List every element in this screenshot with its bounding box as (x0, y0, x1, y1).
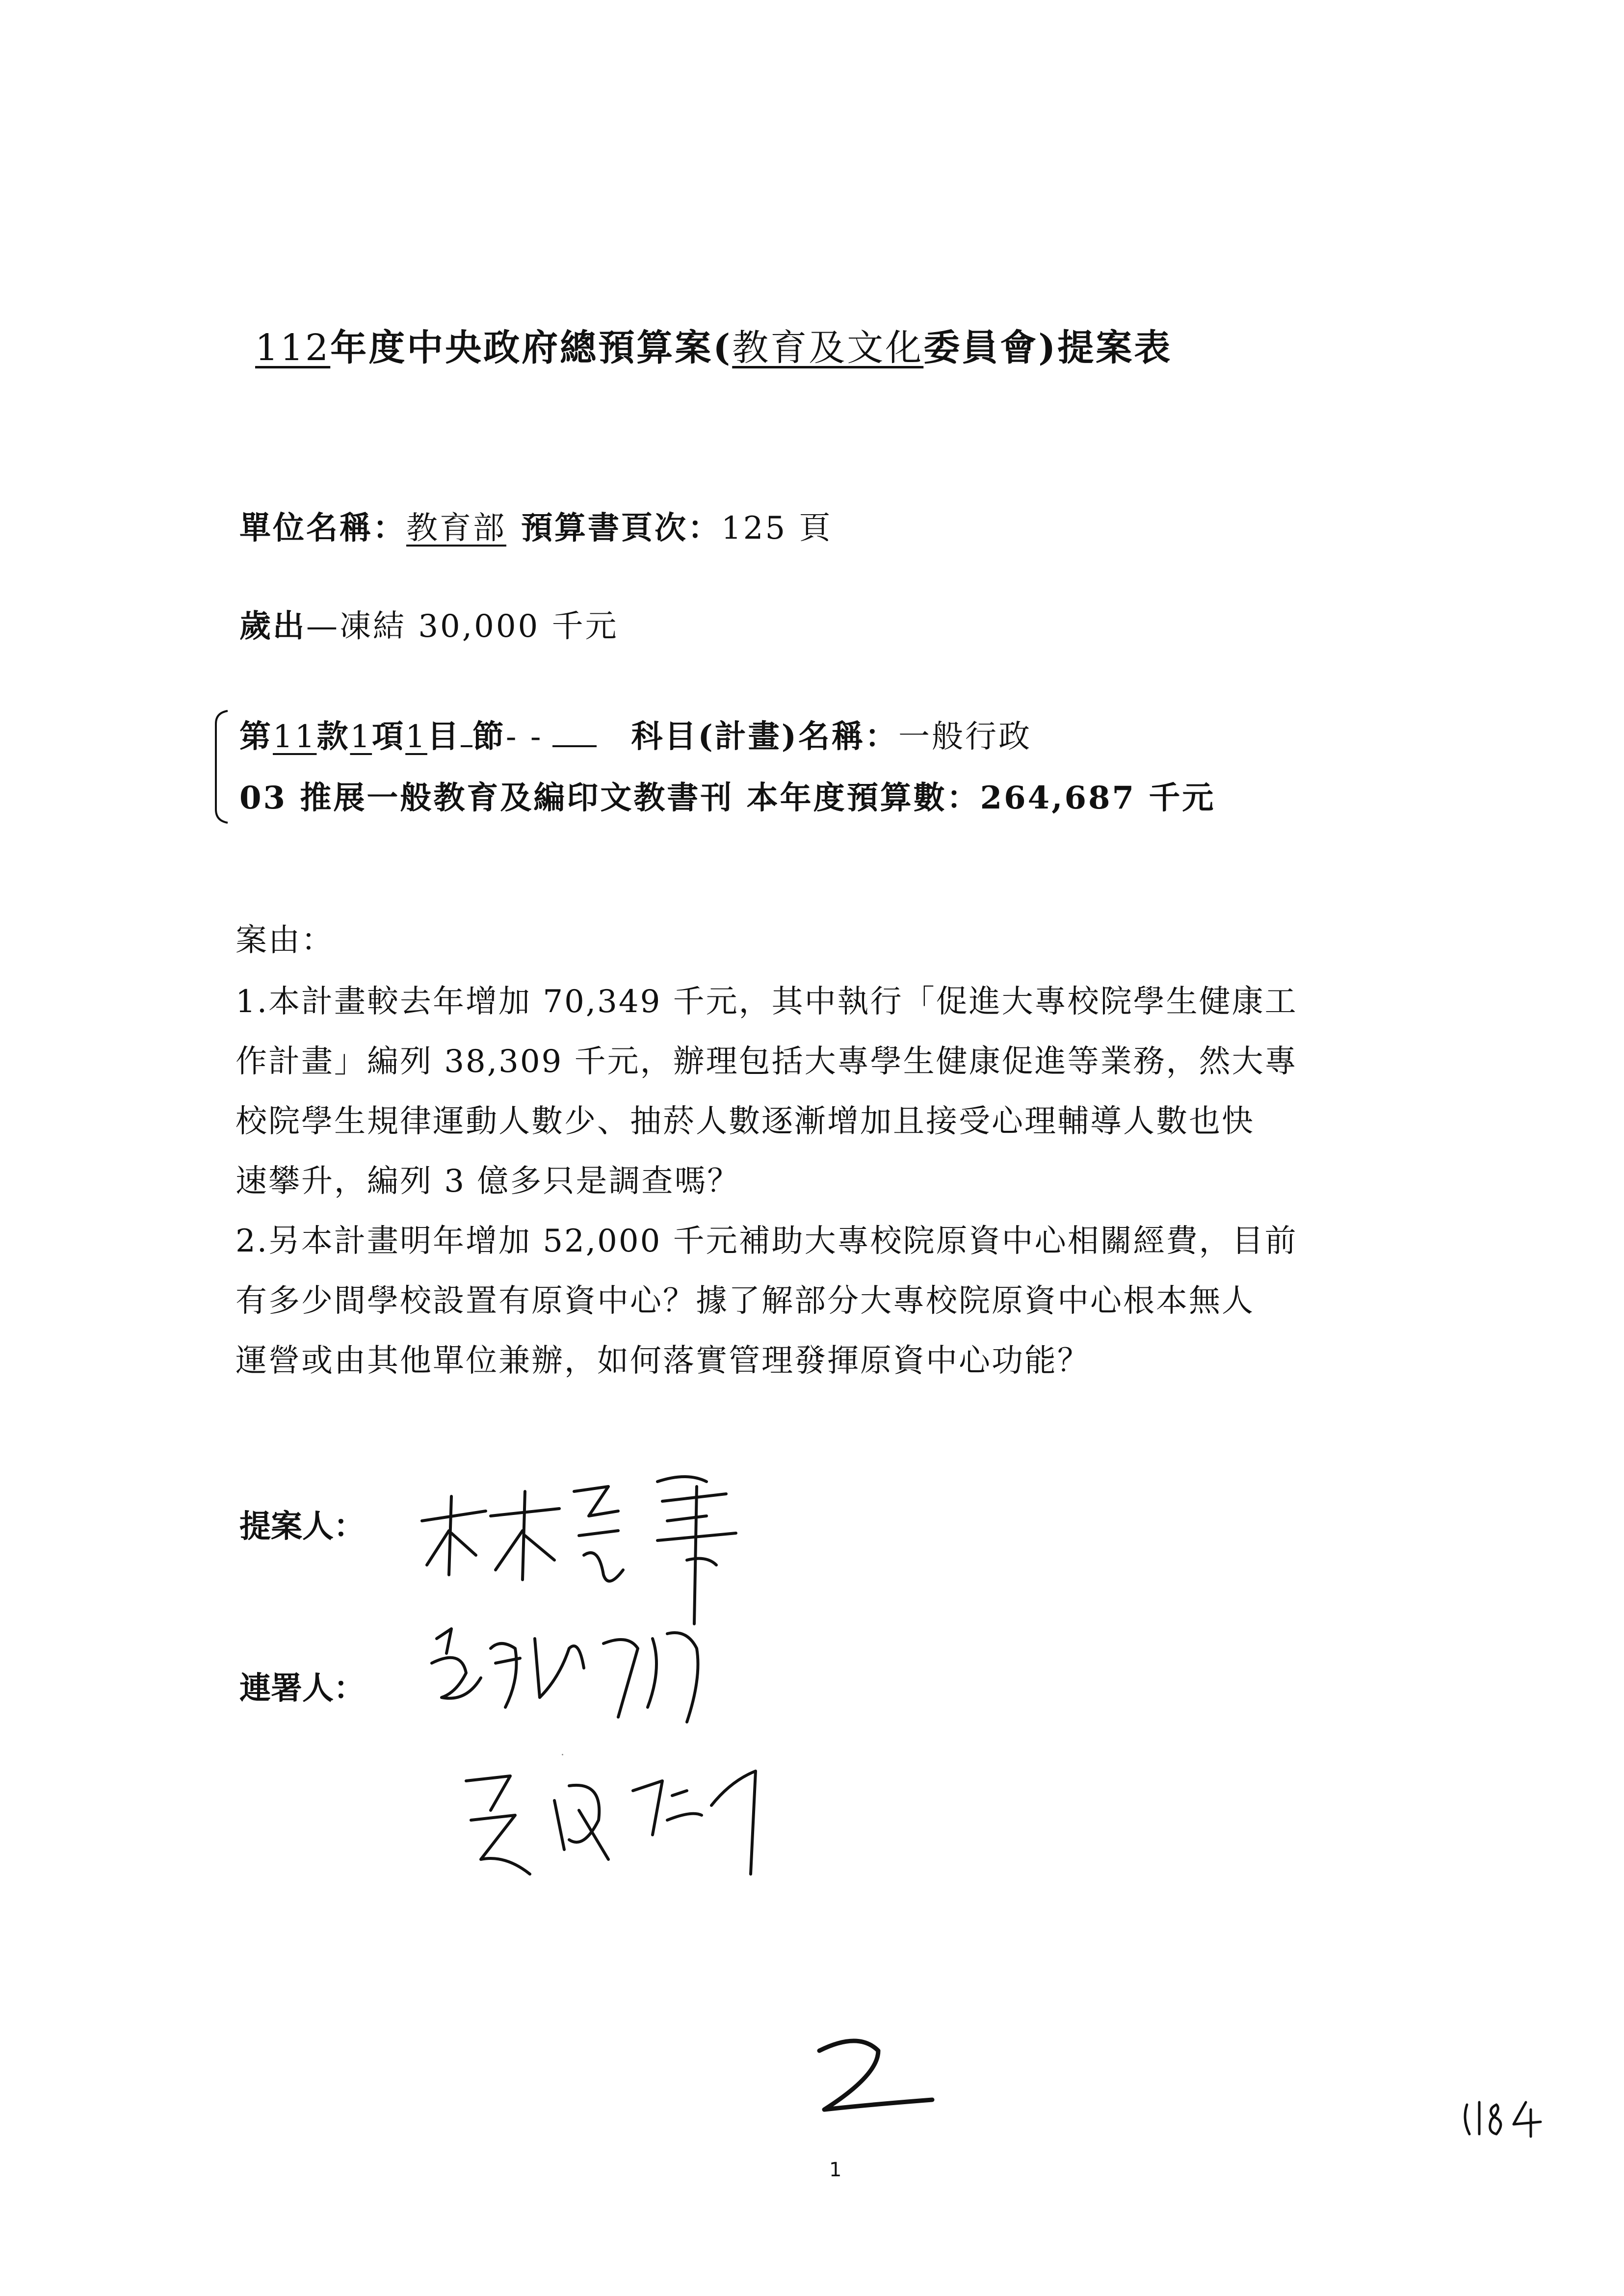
page-title (255, 319, 1172, 371)
reason-heading: 案由： (236, 922, 334, 959)
subject-name-value: 一般行政 (898, 719, 1032, 755)
expenditure-label: 歲出 (239, 608, 306, 645)
unit-name: 教育部 (406, 510, 506, 547)
cosigner-signature-2 (456, 1761, 829, 1889)
subject-line-2: 03 推展一般教育及編印文教書刊 本年度預算數：264,687 千元 (239, 780, 1216, 816)
expenditure-line (239, 601, 619, 646)
reason-line: 校院學生規律運動人數少、抽菸人數逐漸增加且接受心理輔導人數也快 (236, 1103, 1255, 1140)
subject-kuan: 款 (316, 718, 350, 755)
title-part1: 年度中央政府總預算案( (330, 327, 733, 369)
bracket-mark (210, 709, 230, 824)
subject-dashes: - - (505, 719, 543, 755)
subject-mu: 目 (427, 718, 461, 755)
unit-label: 單位名稱： (239, 510, 406, 547)
reason-line: 運營或由其他單位兼辦，如何落實管理發揮原資中心功能？ (236, 1343, 1090, 1379)
expenditure-value: —凍結 30,000 千元 (306, 608, 619, 645)
subject-mu-number: 1 (405, 719, 427, 755)
handwritten-stamp-184 (1457, 2090, 1555, 2144)
scan-speck (562, 1754, 563, 1755)
page-number: 1 (829, 2159, 842, 2181)
subject-jie: 節 (472, 718, 506, 755)
proposer-signature (412, 1462, 805, 1629)
subject-line (239, 711, 1032, 757)
subject-kuan-number: 11 (273, 719, 317, 755)
cosigner-label: 連署人： (239, 1670, 365, 1707)
title-part2: 委員會)提案表 (923, 327, 1173, 369)
subject-di: 第 (239, 718, 273, 755)
reason-line: 速攀升，編列 3 億多只是調查嗎？ (236, 1163, 740, 1200)
cosigner-signature-1 (422, 1619, 726, 1732)
reason-line: 有多少間學校設置有原資中心？據了解部分大專校院原資中心根本無人 (236, 1283, 1255, 1319)
reason-line: 2.另本計畫明年增加 52,000 千元補助大專校院原資中心相關經費，目前 (236, 1223, 1298, 1259)
handwritten-mark-2 (785, 2021, 942, 2124)
budget-page-value: 125 頁 (721, 510, 833, 547)
subject-name-label: 科目(計畫)名稱： (631, 718, 899, 755)
subject-xiang-number: 1 (350, 719, 372, 755)
title-year: 112 (255, 327, 331, 369)
unit-line (239, 503, 833, 548)
reason-line: 作計畫」編列 38,309 千元，辦理包括大專學生健康促進等業務，然大專 (236, 1044, 1298, 1080)
budget-page-label: 預算書頁次： (521, 510, 721, 547)
title-committee: 教育及文化 (732, 327, 924, 369)
reason-line: 1.本計畫較去年增加 70,349 千元，其中執行「促進大專校院學生健康工 (236, 984, 1298, 1020)
proposer-label: 提案人： (239, 1508, 365, 1545)
subject-xiang: 項 (372, 718, 406, 755)
handwritten-mark-text: 2 (785, 2021, 786, 2022)
